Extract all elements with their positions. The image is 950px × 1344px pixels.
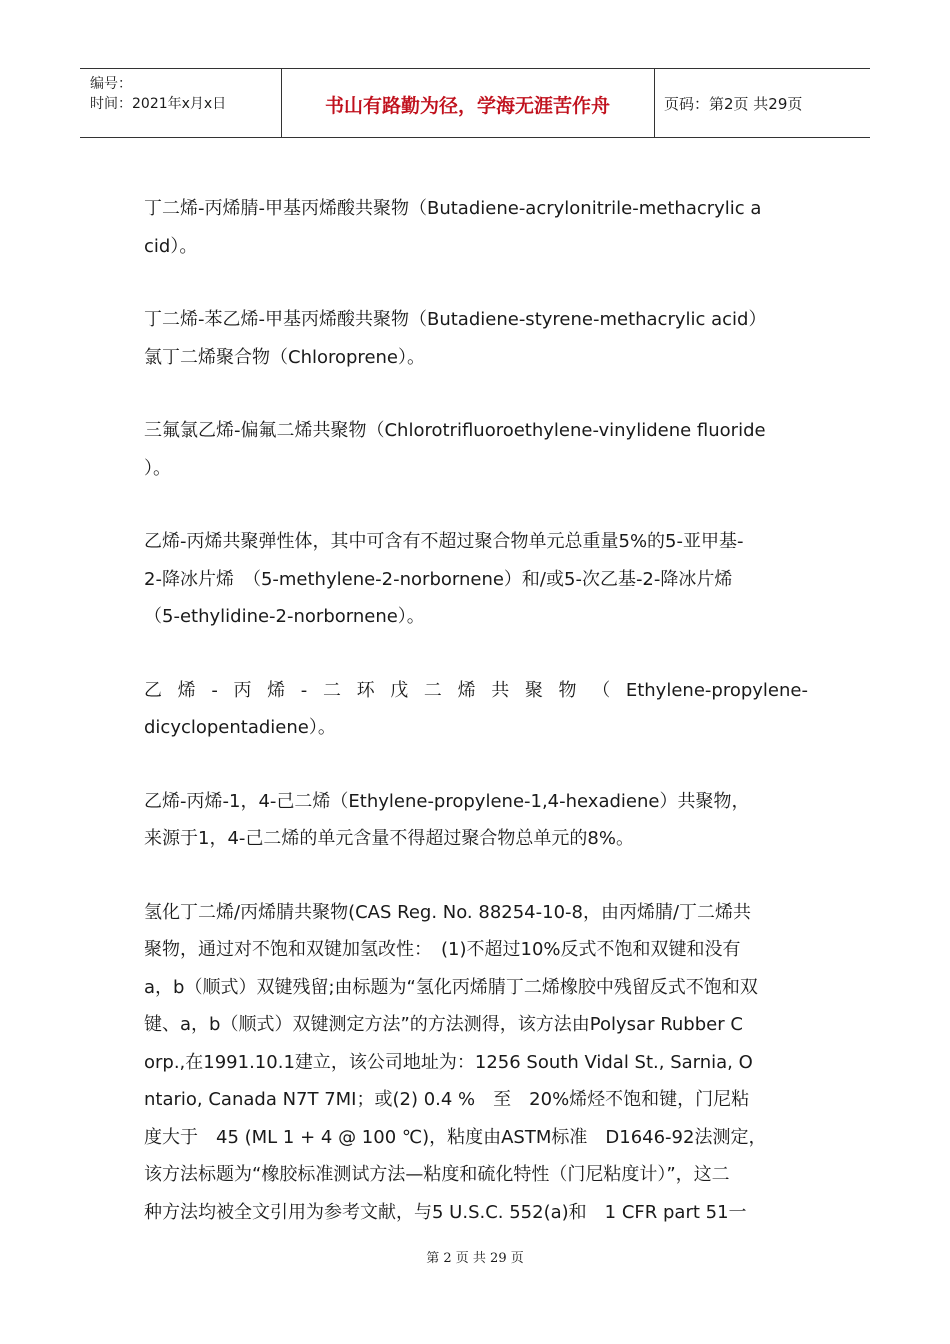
- paragraph: [144, 783, 808, 858]
- text-line: 丁二烯-苯乙烯-甲基丙烯酸共聚物（Butadiene-styrene-methacrylic acid）: [144, 309, 767, 330]
- text-segment: 二: [423, 679, 442, 701]
- text-line: ）。: [144, 457, 171, 479]
- text-segment: 戊: [390, 679, 409, 701]
- paragraph: [144, 301, 808, 376]
- text-segment: 二: [322, 679, 341, 701]
- text-segment: 丙: [233, 679, 252, 701]
- text-segment: 聚: [524, 679, 543, 701]
- text-segment: （: [592, 679, 611, 701]
- text-segment: 烯: [177, 679, 196, 701]
- text-line: ntario, Canada N7T 7MI；或(2) 0.4 % 至 20%烯烃不饱和键，门尼粘: [144, 1089, 750, 1110]
- header-page-cell: [654, 69, 870, 137]
- text-segment: 共: [491, 679, 510, 701]
- text-segment: 烯: [457, 679, 476, 701]
- text-line: 种方法均被全文引用为参考文献，与5 U.S.C. 552(a)和 1 CFR part 51一: [144, 1201, 747, 1223]
- text-segment: 乙: [144, 679, 162, 701]
- text-line: （5-ethylidine-2-norbornene）。: [144, 606, 425, 627]
- text-line: 度大于 45 (ML 1 + 4 @ 100 ℃)，粘度由ASTM标准 D1646-92法测定，: [144, 1126, 767, 1148]
- text-segment: -: [300, 679, 308, 701]
- text-line: 丁二烯-丙烯腈-甲基丙烯酸共聚物（Butadiene-acrylonitrile-methacrylic a: [144, 198, 762, 219]
- text-line: 三氟氯乙烯-偏氟二烯共聚物（Chlorotrifluoroethylene-vinylidene fluoride: [144, 420, 766, 441]
- page-info: 页码：第2页 共29页: [664, 95, 803, 113]
- paragraph: [144, 523, 808, 636]
- header-meta-cell: [80, 69, 282, 137]
- text-line: 2-降冰片烯 （5-methylene-2-norbornene）和/或5-次乙基-2-降冰片烯: [144, 568, 733, 590]
- text-line: 氯丁二烯聚合物（Chloroprene）。: [144, 346, 425, 368]
- text-segment: 物: [558, 679, 577, 701]
- text-segment: -: [211, 679, 218, 701]
- text-line: 来源于1，4-己二烯的单元含量不得超过聚合物总单元的8%。: [144, 828, 634, 849]
- page-header: [80, 68, 870, 138]
- time-label: 时间：2021年x月x日: [90, 96, 227, 112]
- document-body: [144, 190, 808, 1267]
- text-line: 乙烯-丙烯共聚弹性体，其中可含有不超过聚合物单元总重量5%的5-亚甲基-: [144, 531, 744, 552]
- header-motto-cell: [281, 69, 655, 137]
- text-line: 聚物，通过对不饱和双键加氢改性： (1)不超过10%反式不饱和双键和没有: [144, 939, 741, 960]
- paragraph: [144, 894, 808, 1232]
- text-line: orp.,在1991.10.1建立，该公司地址为：1256 South Vidal St., Sarnia, O: [144, 1051, 753, 1073]
- text-segment: 烯: [267, 679, 286, 701]
- text-line: dicyclopentadiene）。: [144, 717, 336, 738]
- paragraph: [144, 190, 808, 265]
- text-segment: 环: [356, 679, 375, 701]
- text-line: 键、a，b（顺式）双键测定方法”的方法测得，该方法由Polysar Rubber C: [144, 1014, 743, 1035]
- text-line: cid）。: [144, 235, 198, 257]
- text-line: a，b（顺式）双键残留;由标题为“氢化丙烯腈丁二烯橡胶中残留反式不饱和双: [144, 976, 758, 998]
- text-segment: Ethylene-propylene-: [625, 679, 808, 701]
- text-line: 该方法标题为“橡胶标准测试方法—粘度和硫化特性（门尼粘度计）”，这二: [144, 1164, 730, 1185]
- number-label: 编号：: [90, 76, 132, 92]
- text-line: 乙烯-丙烯-1，4-己二烯（Ethylene-propylene-1,4-hexadiene）共聚物，: [144, 790, 750, 812]
- paragraph: [144, 412, 808, 487]
- text-line: 氢化丁二烯/丙烯腈共聚物(CAS Reg. No. 88254-10-8，由丙烯腈/丁二烯共: [144, 901, 752, 923]
- justified-line: [144, 672, 808, 710]
- page-footer: 第 2 页 共 29 页: [426, 1251, 524, 1266]
- paragraph: [144, 672, 808, 747]
- motto: 书山有路勤为径，学海无涯苦作舟: [324, 95, 610, 117]
